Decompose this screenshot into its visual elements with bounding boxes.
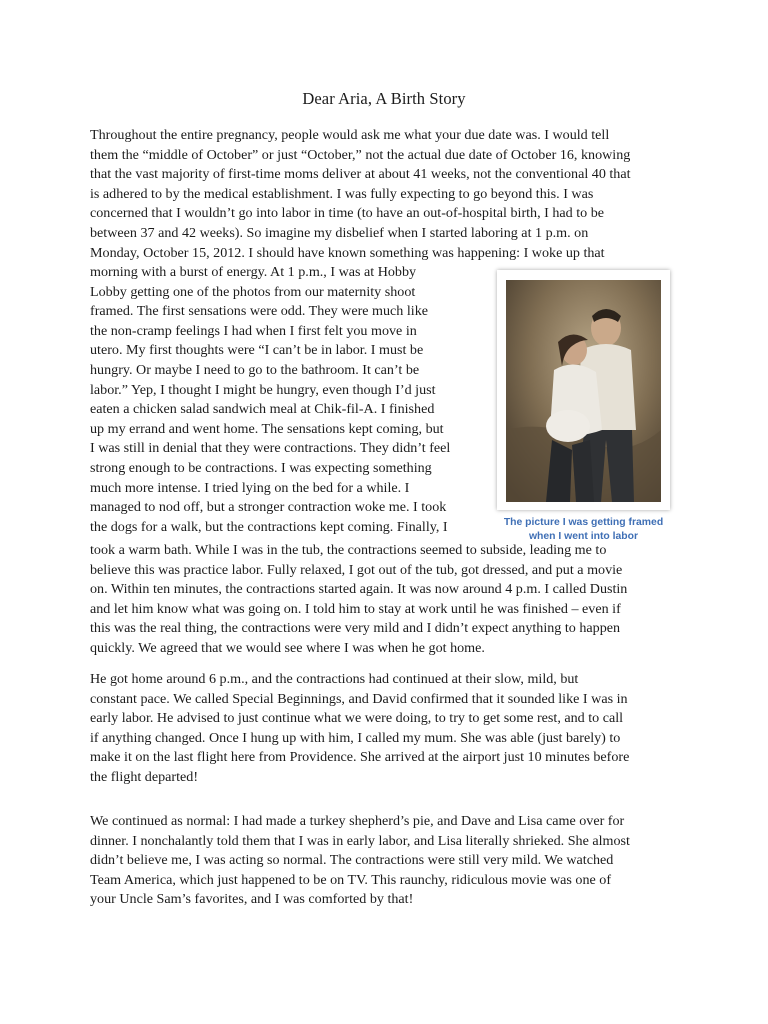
maternity-photo-frame [497, 270, 670, 510]
paragraph-1-top-line: concerned that I wouldn’t go into labor in time (to have an out-of-hospital birth, I had to be [90, 205, 605, 222]
photo-caption-line-1: The picture I was getting framed [503, 517, 664, 528]
paragraph-1-wrapped-line: framed. The first sensations were odd. They were much like [90, 303, 429, 320]
paragraph-1-wrapped-line: strong enough to be contractions. I was expecting something [90, 459, 432, 476]
paragraph-2-line: He got home around 6 p.m., and the contractions had continued at their slow, mild, but [90, 671, 579, 687]
paragraph-3-line: didn’t believe me, I was acting so normal. The contractions were still very mild. We watched [90, 852, 614, 869]
paragraph-1-top [90, 126, 680, 263]
photo-caption [497, 516, 670, 543]
paragraph-3-line: dinner. I nonchalantly told them that I was in early labor, and Lisa literally shrieked. She almost [90, 832, 630, 849]
paragraph-1-wrapped-line: Lobby getting one of the photos from our maternity shoot [90, 283, 416, 300]
paragraph-1-top-line: that the vast majority of first-time moms deliver at about 41 weeks, not the conventional 40 that [90, 166, 631, 183]
paragraph-1-top-line: is adhered to by the medical establishment. I was fully expecting to go beyond this. I was [90, 185, 594, 202]
paragraph-1-bottom-line: and let him know what was going on. I told him to stay at work until he was finished – even if [90, 600, 621, 617]
maternity-photo [506, 280, 661, 502]
paragraph-1-wrapped-line: I was still in denial that they were contractions. They didn’t feel [90, 440, 451, 457]
paragraph-2-line: early labor. He advised to just continue what we were doing, to try to get some rest, and to call [90, 710, 624, 727]
paragraph-1-bottom-line: took a warm bath. While I was in the tub, the contractions seemed to subside, leading me to [90, 542, 607, 558]
paragraph-1-wrapped-line: the non-cramp feelings I had when I first felt you move in [90, 322, 417, 339]
paragraph-2-line: make it on the last flight here from Providence. She arrived at the airport just 10 minutes before [90, 749, 630, 766]
paragraph-1-wrapped-line: managed to nod off, but a stronger contraction woke me. I took [90, 499, 447, 516]
couple-photo-illustration [506, 280, 661, 502]
paragraph-3-line: We continued as normal: I had made a turkey shepherd’s pie, and Dave and Lisa came over for [90, 813, 625, 829]
photo-caption-line-2: when I went into labor [528, 530, 639, 542]
paragraph-1-wrapped-line: morning with a burst of energy. At 1 p.m., I was at Hobby [90, 264, 417, 280]
paragraph-3-line: Team America, which just happened to be on TV. This raunchy, ridiculous movie was one of [90, 871, 612, 888]
paragraph-1-bottom [90, 541, 680, 659]
paragraph-1-top-line: them the “middle of October” or just “October,” not the actual due date of October 16, knowing [90, 146, 631, 163]
paragraph-1-wrapped-line: utero. My first thoughts were “I can’t be in labor. I must be [90, 342, 424, 359]
paragraph-1-wrapped-line: up my errand and went home. The sensations kept coming, but [90, 420, 444, 437]
paragraph-1-top-line: Throughout the entire pregnancy, people would ask me what your due date was. I would tell [90, 127, 610, 143]
paragraph-2-line: the flight departed! [90, 768, 199, 785]
paragraph-1-top-line: Monday, October 15, 2012. I should have known something was happening: I woke up that [90, 244, 605, 261]
paragraph-2-line: if anything changed. Once I hung up with him, I called my mum. She was able (just barely) to [90, 729, 621, 746]
paragraph-1-bottom-line: this was the real thing, the contractions were very mild and I didn’t expect anything to happen [90, 620, 621, 637]
paragraph-2 [90, 670, 680, 788]
paragraph-1-wrapped-line: hungry. Or maybe I need to go to the bathroom. It can’t be [90, 361, 420, 378]
paragraph-1-bottom-line: on. Within ten minutes, the contractions started again. It was now around 4 p.m. I called Dustin [90, 581, 628, 598]
document-title: Dear Aria, A Birth Story [302, 89, 466, 108]
paragraph-3 [90, 812, 680, 910]
paragraph-1-bottom-line: believe this was practice labor. Fully relaxed, I got out of the tub, got dressed, and put a movie [90, 561, 623, 578]
paragraph-1-wrapped [90, 263, 490, 537]
paragraph-1-top-line: between 37 and 42 weeks). So imagine my disbelief when I started laboring at 1 p.m. on [90, 224, 589, 241]
paragraph-1-wrapped-line: the dogs for a walk, but the contractions kept coming. Finally, I [90, 518, 448, 535]
paragraph-1-wrapped-line: much more intense. I tried lying on the bed for a while. I [90, 479, 410, 496]
paragraph-3-line: your Uncle Sam’s favorites, and I was comforted by that! [90, 891, 414, 908]
paragraph-1-bottom-line: quickly. We agreed that we would see where I was when he got home. [90, 639, 485, 656]
paragraph-1-wrapped-line: eaten a chicken salad sandwich meal at Chik-fil-A. I finished [90, 401, 435, 418]
paragraph-2-line: constant pace. We called Special Beginnings, and David confirmed that it sounded like I was in [90, 690, 628, 707]
paragraph-1-wrapped-line: labor.” Yep, I thought I might be hungry, even though I’d just [90, 381, 436, 398]
